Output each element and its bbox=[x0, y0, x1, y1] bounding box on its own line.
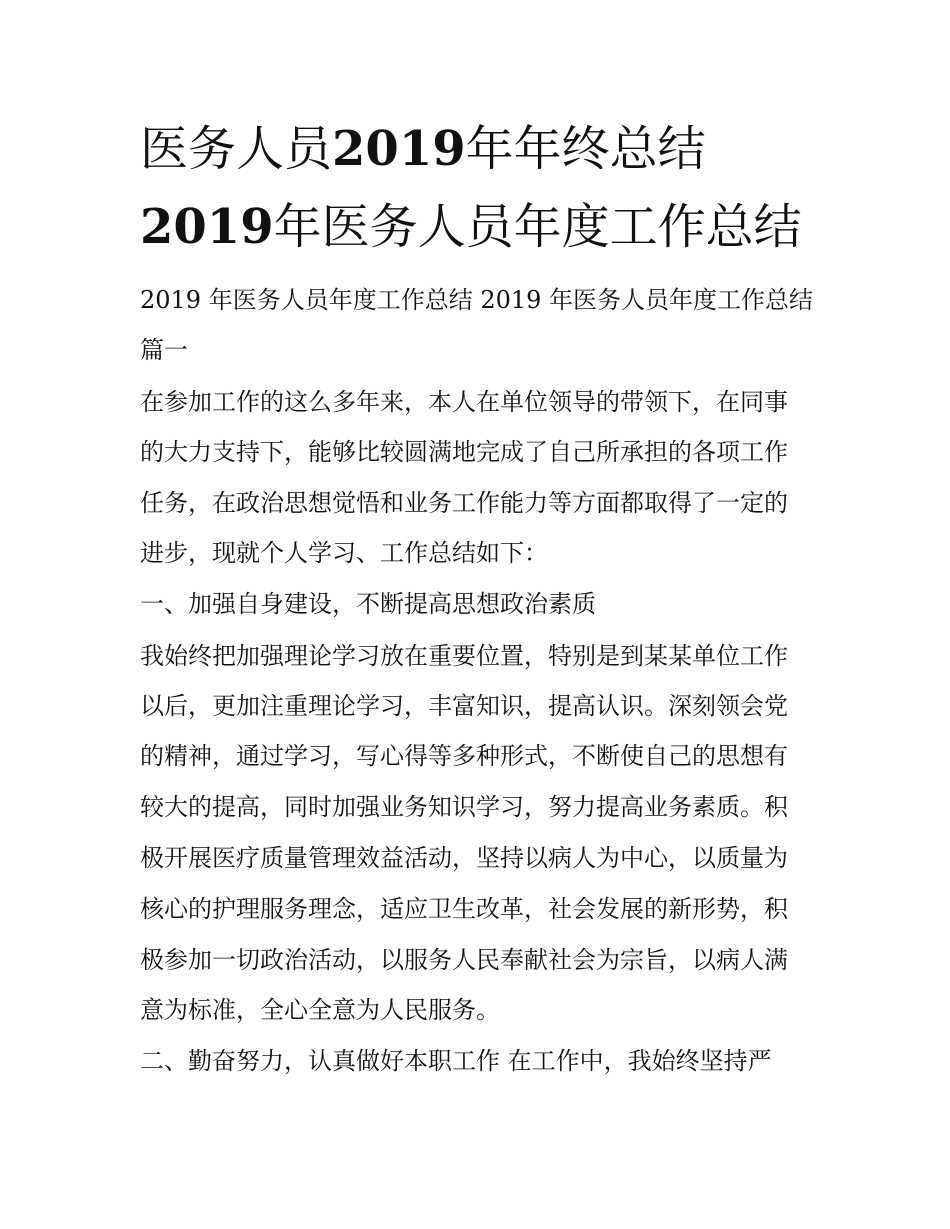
document-title-line-1 bbox=[140, 119, 706, 179]
body-line: 意为标准，全心全意为人民服务。 bbox=[140, 996, 500, 1024]
title-suffix: 年年终总结 bbox=[465, 121, 706, 177]
body-line: 篇一 bbox=[140, 336, 188, 364]
body-line: 在参加工作的这么多年来，本人在单位领导的带领下，在同事 bbox=[140, 388, 788, 416]
body-line: 以后，更加注重理论学习，丰富知识，提高认识。深刻领会党 bbox=[140, 692, 788, 720]
body-line: 的大力支持下，能够比较圆满地完成了自己所承担的各项工作 bbox=[140, 438, 788, 466]
document-title-line-2 bbox=[140, 197, 802, 257]
body-line: 极开展医疗质量管理效益活动，坚持以病人为中心，以质量为 bbox=[140, 844, 788, 872]
body-line: 较大的提高，同时加强业务知识学习，努力提高业务素质。积 bbox=[140, 793, 788, 821]
body-line: 核心的护理服务理念，适应卫生改革，社会发展的新形势，积 bbox=[140, 895, 788, 923]
title-year: 2019 bbox=[332, 121, 466, 177]
body-line: 极参加一切政治活动，以服务人民奉献社会为宗旨，以病人满 bbox=[140, 946, 788, 974]
section-heading: 二、勤奋努力，认真做好本职工作 在工作中，我始终坚持严 bbox=[140, 1047, 772, 1075]
title-prefix: 医务人员 bbox=[140, 121, 333, 177]
section-heading: 一、加强自身建设，不断提高思想政治素质 bbox=[140, 590, 596, 618]
body-line: 进步，现就个人学习、工作总结如下： bbox=[140, 539, 548, 567]
body-line: 任务，在政治思想觉悟和业务工作能力等方面都取得了一定的 bbox=[140, 489, 788, 517]
body-line: 的精神，通过学习，写心得等多种形式，不断使自己的思想有 bbox=[140, 742, 788, 770]
body-line: 我始终把加强理论学习放在重要位置，特别是到某某单位工作 bbox=[140, 642, 788, 670]
title-2-year: 2019 bbox=[140, 199, 274, 255]
title-2-suffix: 年医务人员年度工作总结 bbox=[273, 199, 802, 255]
body-line: 2019 年医务人员年度工作总结 2019 年医务人员年度工作总结 bbox=[140, 286, 814, 314]
